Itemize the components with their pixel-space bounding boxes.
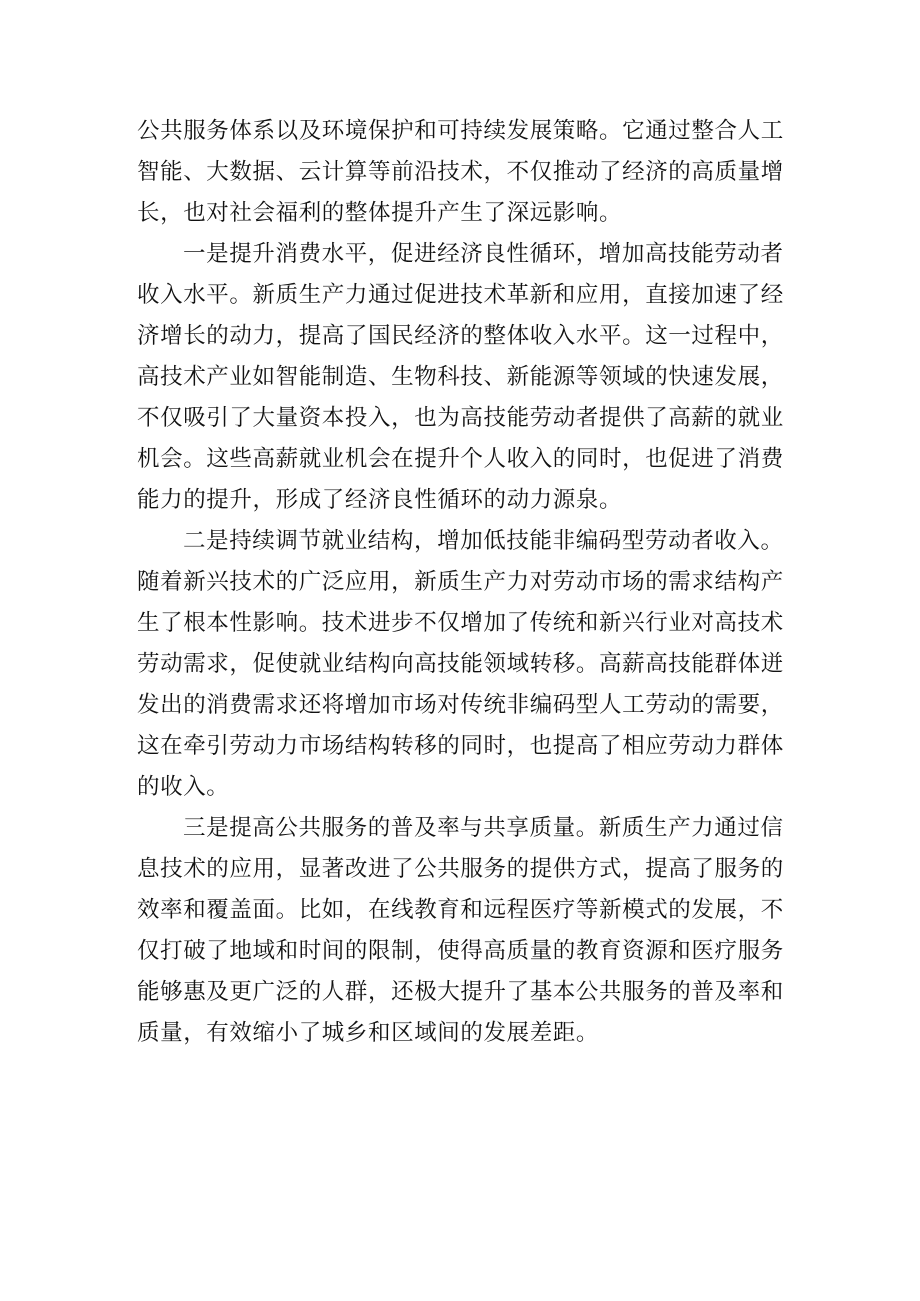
text-line: 能够惠及更广泛的人群，还极大提升了基本公共服务的普及率和: [137, 979, 784, 1005]
text-line: 机会。这些高薪就业机会在提升个人收入的同时，也促进了消费: [137, 446, 784, 472]
text-line: 的收入。: [137, 774, 230, 800]
text-line: 随着新兴技术的广泛应用，新质生产力对劳动市场的需求结构产: [137, 569, 784, 595]
text-line: 二是持续调节就业结构，增加低技能非编码型劳动者收入。: [183, 528, 784, 554]
text-line: 长，也对社会福利的整体提升产生了深远影响。: [137, 200, 623, 226]
text-line: 仅打破了地域和时间的限制，使得高质量的教育资源和医疗服务: [137, 938, 784, 964]
text-line: 质量，有效缩小了城乡和区域间的发展差距。: [137, 1020, 600, 1046]
text-line: 智能、大数据、云计算等前沿技术，不仅推动了经济的高质量增: [137, 159, 784, 185]
text-line: 不仅吸引了大量资本投入，也为高技能劳动者提供了高薪的就业: [137, 405, 784, 431]
text-line: 一是提升消费水平，促进经济良性循环，增加高技能劳动者: [183, 241, 784, 267]
text-line: 公共服务体系以及环境保护和可持续发展策略。它通过整合人工: [137, 118, 784, 144]
text-line: 三是提高公共服务的普及率与共享质量。新质生产力通过信: [183, 815, 784, 841]
text-line: 发出的消费需求还将增加市场对传统非编码型人工劳动的需要，: [137, 692, 784, 718]
text-line: 收入水平。新质生产力通过促进技术革新和应用，直接加速了经: [137, 282, 784, 308]
text-line: 息技术的应用，显著改进了公共服务的提供方式，提高了服务的: [137, 856, 784, 882]
text-line: 劳动需求，促使就业结构向高技能领域转移。高薪高技能群体迸: [137, 651, 784, 677]
text-line: 济增长的动力，提高了国民经济的整体收入水平。这一过程中，: [137, 323, 784, 349]
text-line: 高技术产业如智能制造、生物科技、新能源等领域的快速发展，: [137, 364, 784, 390]
text-line: 生了根本性影响。技术进步不仅增加了传统和新兴行业对高技术: [137, 610, 784, 636]
text-line: 能力的提升，形成了经济良性循环的动力源泉。: [137, 487, 623, 513]
text-line: 效率和覆盖面。比如，在线教育和远程医疗等新模式的发展，不: [137, 897, 784, 923]
text-line: 这在牵引劳动力市场结构转移的同时，也提高了相应劳动力群体: [137, 733, 784, 759]
